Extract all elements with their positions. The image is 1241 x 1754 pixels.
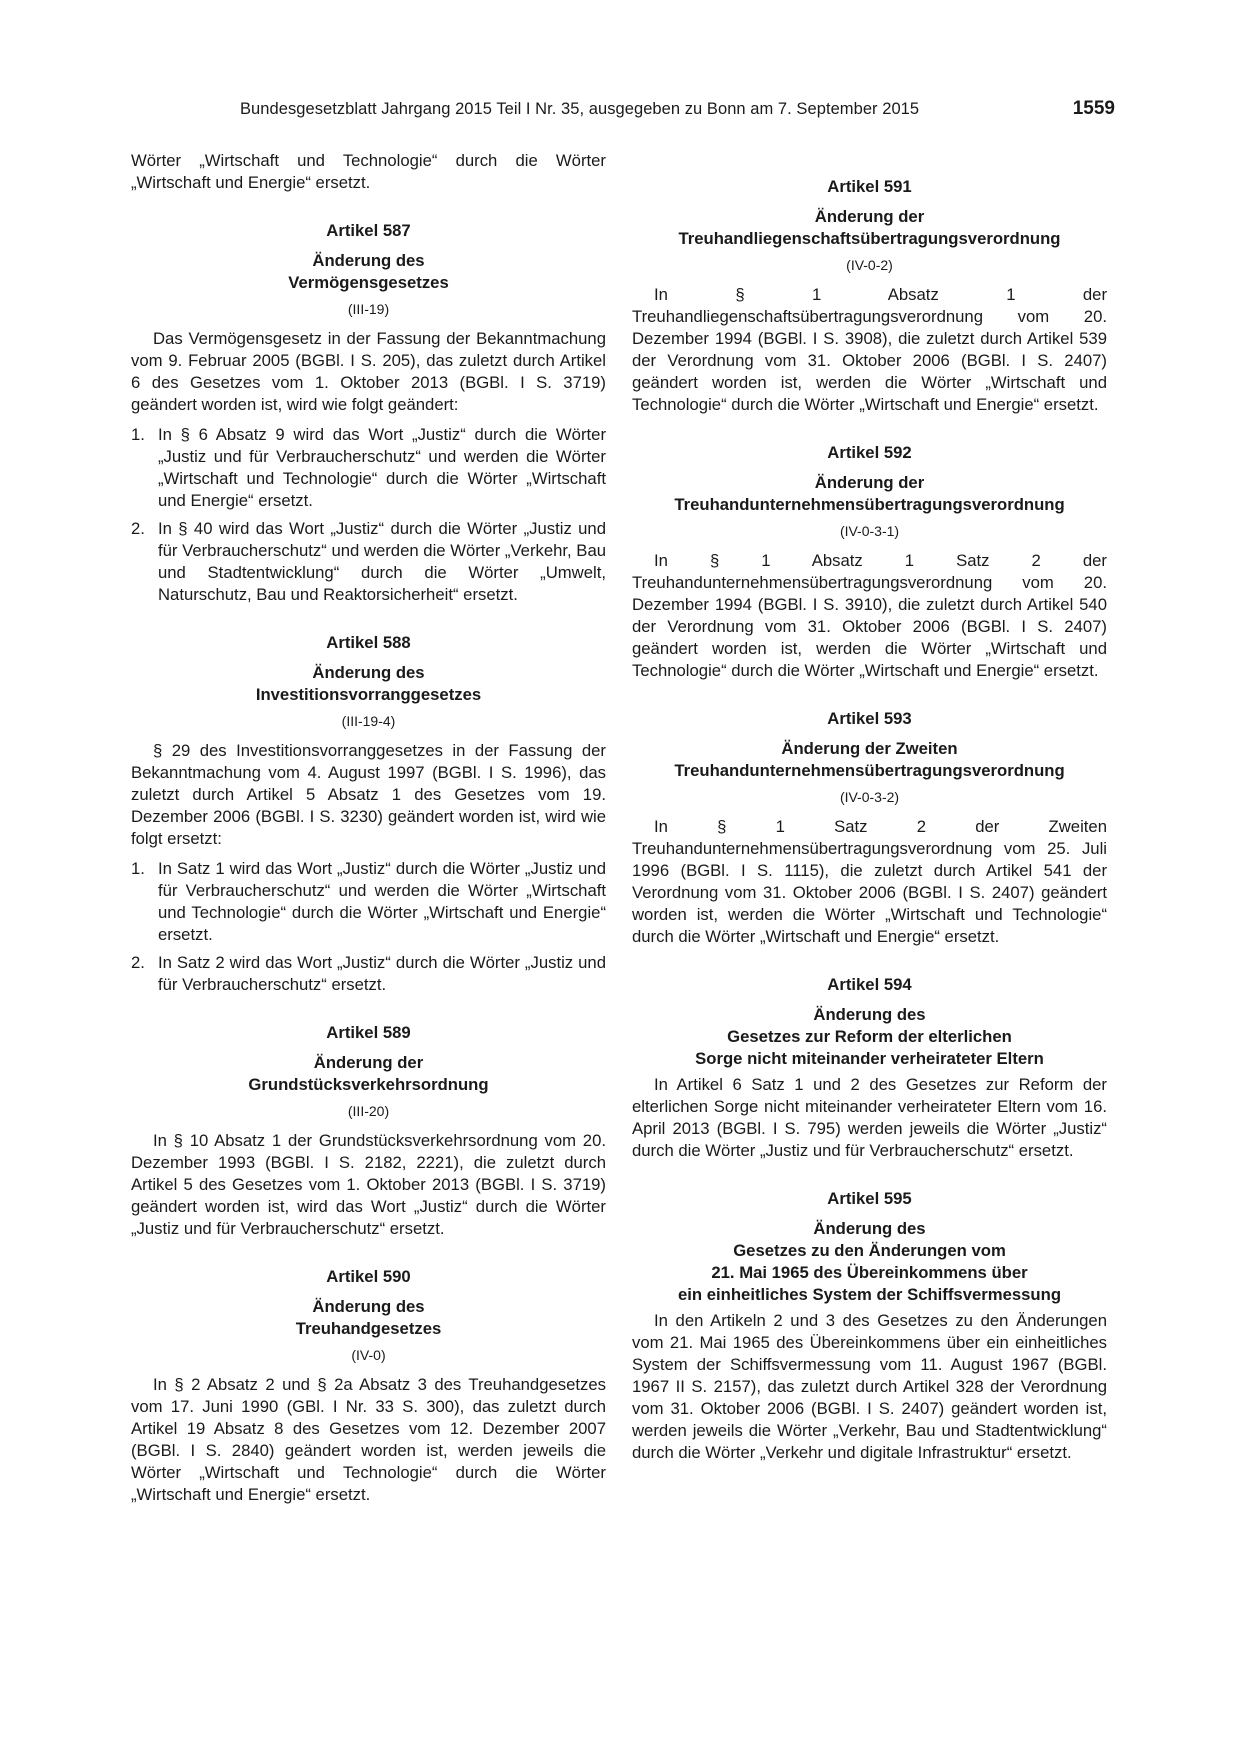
article-heading-line: Sorge nicht miteinander verheirateter Eltern <box>695 1049 1044 1068</box>
article-title: Artikel 592 <box>827 443 912 462</box>
article-heading <box>131 1296 606 1340</box>
article-title: Artikel 590 <box>326 1267 411 1286</box>
article-title: Artikel 593 <box>827 709 912 728</box>
article-title: Artikel 591 <box>827 177 912 196</box>
article-heading-line: Investitionsvorranggesetzes <box>255 685 482 704</box>
article-heading-line: Vermögensgesetzes <box>288 273 449 292</box>
article-text: Das Vermögensgesetz in der Fassung der Bekanntmachung vom 9. Februar 2005 (BGBl. I S. 205), das zuletzt durch Artikel 6 des Gesetzes vom 1. Oktober 2013 (BGBl. I S. 3719) geändert worden ist, wird wie folgt geändert: <box>131 329 606 414</box>
article-heading-line: Grundstücksverkehrsordnung <box>248 1075 489 1094</box>
article-593 <box>632 708 1107 948</box>
article-595 <box>632 1188 1107 1464</box>
article-text: In § 1 Absatz 1 Satz 2 der Treuhandunternehmensübertragungsverordnung vom 20. Dezember 1994 (BGBl. I S. 3910), die zuletzt durch Artikel 540 der Verordnung vom 31. Oktober 2006 (BGBl. I S. 2407) geändert worden ist, werden die Wörter „Wirtschaft und Technologie“ durch die Wörter „Wirtschaft und Energie“ ersetzt. <box>632 551 1107 680</box>
list-number: 2. <box>131 953 145 972</box>
article-heading-line: Änderung der <box>814 473 925 492</box>
article-heading <box>131 250 606 294</box>
list-text: In § 6 Absatz 9 wird das Wort „Justiz“ durch die Wörter „Justiz und für Verbraucherschutz“ und werden die Wörter „Wirtschaft und Technologie“ durch die Wörter „Wirtschaft und Energie“ ersetzt. <box>158 425 606 510</box>
article-heading <box>632 738 1107 782</box>
list-number: 1. <box>131 859 145 878</box>
article-text: In § 10 Absatz 1 der Grundstücksverkehrsordnung vom 20. Dezember 1993 (BGBl. I S. 2182, 2221), die zuletzt durch Artikel 5 des Gesetzes vom 1. Oktober 2013 (BGBl. I S. 3719) geändert worden ist, wird das Wort „Justiz“ durch die Wörter „Justiz und für Verbraucherschutz“ ersetzt. <box>131 1131 606 1238</box>
article-heading <box>632 1004 1107 1070</box>
article-text: In Artikel 6 Satz 1 und 2 des Gesetzes zur Reform der elterlichen Sorge nicht miteinander verheirateter Eltern vom 16. April 2013 (BGBl. I S. 795) werden jeweils die Wörter „Justiz“ durch die Wörter „Justiz und für Verbraucherschutz“ ersetzt. <box>632 1075 1107 1160</box>
amendment-list <box>131 424 606 606</box>
article-heading-line: Änderung des <box>312 1297 425 1316</box>
article-heading <box>632 206 1107 250</box>
article-text: In § 2 Absatz 2 und § 2a Absatz 3 des Treuhandgesetzes vom 17. Juni 1990 (GBl. I Nr. 33 S. 300), das zuletzt durch Artikel 19 Absatz 8 des Gesetzes vom 12. Dezember 2007 (BGBl. I S. 2840) geändert worden ist, werden jeweils die Wörter „Wirtschaft und Technologie“ durch die Wörter „Wirtschaft und Energie“ ersetzt. <box>131 1375 606 1504</box>
article-590 <box>131 1266 606 1506</box>
article-code: (III-19-4) <box>341 713 396 729</box>
article-heading-line: Änderung des <box>813 1219 926 1238</box>
article-heading <box>632 1218 1107 1306</box>
article-heading-line: Treuhandunternehmensübertragungsverordnung <box>674 761 1065 780</box>
article-heading-line: Änderung der Zweiten <box>781 739 958 758</box>
article-591 <box>632 176 1107 416</box>
article-heading <box>131 1052 606 1096</box>
list-item <box>131 858 606 946</box>
article-588 <box>131 632 606 996</box>
page-header <box>130 98 1115 124</box>
article-title: Artikel 589 <box>326 1023 411 1042</box>
header-title: Bundesgesetzblatt Jahrgang 2015 Teil I Nr. 35, ausgegeben zu Bonn am 7. September 2015 <box>240 100 920 118</box>
article-text: In § 1 Satz 2 der Zweiten Treuhandunternehmensübertragungsverordnung vom 25. Juli 1996 (BGBl. I S. 1115), die zuletzt durch Artikel 541 der Verordnung vom 31. Oktober 2006 (BGBl. I S. 2407) geändert worden ist, werden die Wörter „Wirtschaft und Technologie“ durch die Wörter „Wirtschaft und Energie“ ersetzt. <box>632 817 1107 946</box>
article-code: (IV-0-2) <box>846 257 893 273</box>
continuation-text: Wörter „Wirtschaft und Technologie“ durch die Wörter „Wirtschaft und Energie“ ersetzt. <box>131 151 606 192</box>
list-item <box>131 518 606 606</box>
article-code: (III-19) <box>347 301 390 317</box>
article-heading-line: Änderung des <box>813 1005 926 1024</box>
article-code: (IV-0) <box>351 1347 386 1363</box>
article-heading-line: Treuhandliegenschaftsübertragungsverordnung <box>678 229 1061 248</box>
article-text: In den Artikeln 2 und 3 des Gesetzes zu den Änderungen vom 21. Mai 1965 des Übereinkommens über ein einheitliches System der Schiffsvermessung vom 11. August 1967 (BGBl. 1967 II S. 2157), das zuletzt durch Artikel 328 der Verordnung vom 31. Oktober 2006 (BGBl. I S. 2407) geändert worden ist, werden jeweils die Wörter „Verkehr, Bau und Stadtentwicklung“ durch die Wörter „Verkehr und digitale Infrastruktur“ ersetzt. <box>632 1311 1107 1462</box>
article-heading-line: Gesetzes zu den Änderungen vom <box>733 1241 1006 1260</box>
article-heading-line: Änderung des <box>312 663 425 682</box>
page-number: 1559 <box>1072 98 1115 119</box>
article-title: Artikel 595 <box>827 1189 912 1208</box>
article-code: (IV-0-3-2) <box>839 789 900 805</box>
article-code: (IV-0-3-1) <box>839 523 900 539</box>
article-587 <box>131 220 606 606</box>
article-code: (III-20) <box>347 1103 390 1119</box>
article-text: § 29 des Investitionsvorranggesetzes in der Fassung der Bekanntmachung vom 4. August 1997 (BGBl. I S. 1996), das zuletzt durch Artikel 5 Absatz 1 des Gesetzes vom 19. Dezember 2006 (BGBl. I S. 3230) geändert worden ist, wird wie folgt ersetzt: <box>131 741 606 848</box>
article-heading-line: Gesetzes zur Reform der elterlichen <box>727 1027 1012 1046</box>
article-title: Artikel 588 <box>326 633 411 652</box>
article-heading-line: Treuhandgesetzes <box>295 1319 442 1338</box>
article-title: Artikel 594 <box>827 975 912 994</box>
list-text: In Satz 1 wird das Wort „Justiz“ durch die Wörter „Justiz und für Verbraucherschutz“ und werden die Wörter „Wirtschaft und Technologie“ durch die Wörter „Wirtschaft und Energie“ ersetzt. <box>158 859 606 944</box>
right-column <box>632 150 1107 1472</box>
article-heading-line: Treuhandunternehmensübertragungsverordnung <box>674 495 1065 514</box>
list-text: In Satz 2 wird das Wort „Justiz“ durch die Wörter „Justiz und für Verbraucherschutz“ ersetzt. <box>158 953 606 994</box>
article-heading <box>632 472 1107 516</box>
article-text: In § 1 Absatz 1 der Treuhandliegenschaftsübertragungsverordnung vom 20. Dezember 1994 (BGBl. I S. 3908), die zuletzt durch Artikel 539 der Verordnung vom 31. Oktober 2006 (BGBl. I S. 2407) geändert worden ist, werden die Wörter „Wirtschaft und Technologie“ durch die Wörter „Wirtschaft und Energie“ ersetzt. <box>632 285 1107 414</box>
article-heading-line: Änderung des <box>312 251 425 270</box>
article-heading-line: 21. Mai 1965 des Übereinkommens über <box>711 1263 1028 1282</box>
list-text: In § 40 wird das Wort „Justiz“ durch die Wörter „Justiz und für Verbraucherschutz“ und werden die Wörter „Verkehr, Bau und Stadtentwicklung“ durch die Wörter „Umwelt, Naturschutz, Bau und Reaktorsicherheit“ ersetzt. <box>158 519 607 604</box>
article-title: Artikel 587 <box>326 221 411 240</box>
article-heading <box>131 662 606 706</box>
amendment-list <box>131 858 606 996</box>
list-item <box>131 424 606 512</box>
article-heading-line: Änderung der <box>814 207 925 226</box>
article-589 <box>131 1022 606 1240</box>
article-594 <box>632 974 1107 1162</box>
list-number: 2. <box>131 519 145 538</box>
article-592 <box>632 442 1107 682</box>
left-column <box>131 150 606 1514</box>
article-heading-line: ein einheitliches System der Schiffsvermessung <box>677 1285 1062 1304</box>
article-heading-line: Änderung der <box>313 1053 424 1072</box>
list-item <box>131 952 606 996</box>
list-number: 1. <box>131 425 145 444</box>
